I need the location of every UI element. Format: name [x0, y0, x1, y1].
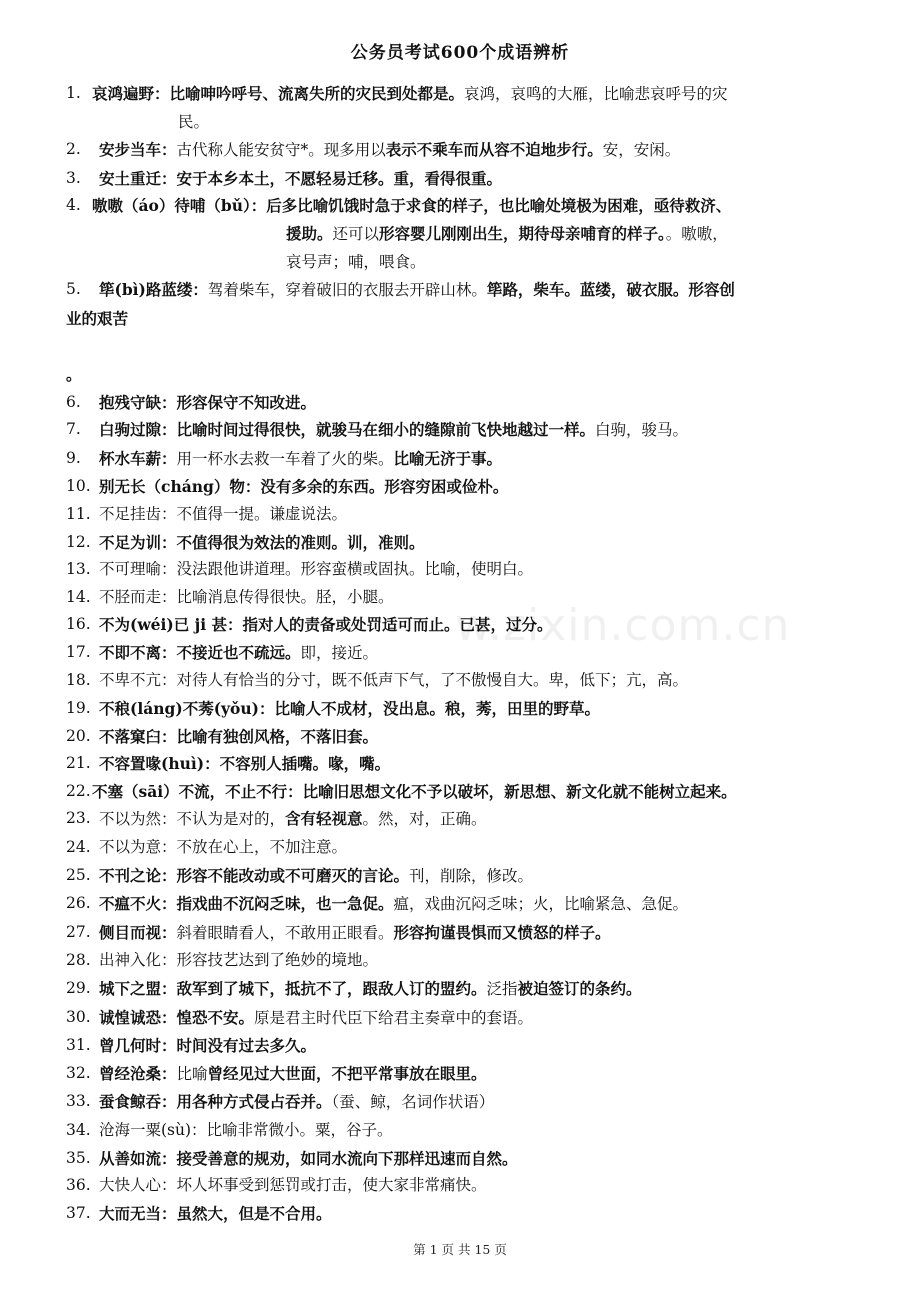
list-item: 37. 大而无当：虽然大，但是不合用。 [66, 1203, 332, 1223]
item-term: 嗷嗷（áo）待哺（bǔ）：后多比喻饥饿时急于求食的样子，也比喻处境极为困难，亟待救济、 [92, 196, 732, 216]
list-item: 33. 蚕食鲸吞：用各种方式侵占吞并。（蚕、鲸，名词作状语） [66, 1092, 495, 1112]
item-continuation: 哀号声；哺，喂食。 [286, 252, 426, 271]
item-term: 筚(bì)路蓝缕： [99, 280, 208, 300]
list-item: 34. 沧海一粟(sù)：比喻非常微小。粟，谷子。 [66, 1120, 393, 1139]
list-item: 11. 不足挂齿：不值得一提。谦虚说法。 [66, 504, 348, 523]
item-meaning: 筚路，柴车。蓝缕，破衣服。形容创 [486, 280, 735, 300]
list-item: 32. 曾经沧桑：比喻曾经见过大世面，不把平常事放在眼里。 [66, 1063, 487, 1083]
list-item: 31. 曾几何时：时间没有过去多久。 [66, 1036, 317, 1056]
item-term: 哀鸿遍野：比喻呻吟呼号、流离失所的灾民到处都是。 [92, 84, 465, 103]
item-continuation: 民。 [178, 112, 210, 131]
list-item: 7. 白驹过隙：比喻时间过得很快，就骏马在细小的缝隙前飞快地越过一样。白驹，骏马。 [66, 420, 689, 440]
item-note: 古代称人能安贫守*。现多用以 [176, 141, 386, 160]
item-meaning: 表示不乘车而从容不迫地步行。 [385, 140, 603, 160]
list-item: 9. 杯水车薪：用一杯水去救一车着了火的柴。比喻无济于事。 [66, 448, 503, 468]
item-note: 安，安闲。 [602, 141, 681, 160]
item-term: 安土重迁：安于本乡本土，不愿轻易迁移。重，看得很重。 [99, 168, 503, 188]
list-item: 30. 诚惶诚恐：惶恐不安。原是君主时代臣下给君主奏章中的套语。 [66, 1007, 534, 1027]
list-item: 19. 不稂(láng)不莠(yǒu)：比喻人不成材，没出息。稂，莠，田里的野草。 [66, 699, 600, 719]
list-item: 29. 城下之盟：敌军到了城下，抵抗不了，跟敌人订的盟约。泛指被迫签订的条约。 [66, 979, 642, 998]
list-item [66, 80, 860, 136]
list-item: 35. 从善如流：接受善意的规劝，如同水流向下那样迅速而自然。 [66, 1148, 518, 1168]
list-item: 24. 不以为意：不放在心上，不加注意。 [66, 838, 348, 857]
list-item: 5. 筚(bì)路蓝缕：驾着柴车，穿着破旧的衣服去开辟山林。筚路，柴车。蓝缕，破衣服。形容创 业的艰苦 。 [66, 276, 860, 388]
list-item: 26. 不瘟不火：指戏曲不沉闷乏味，也一急促。瘟，戏曲沉闷乏味；火，比喻紧急、急促。 [66, 894, 689, 914]
list-item: 23. 不以为然：不认为是对的，含有轻视意。然，对，正确。 [66, 809, 487, 829]
list-item: 25. 不刊之论：形容不能改动或不可磨灭的言论。刊，削除，修改。 [66, 865, 534, 885]
list-item: 17. 不即不离：不接近也不疏远。即，接近。 [66, 642, 379, 662]
watermark: w.zixin.com.cn [455, 600, 791, 651]
page-title: 公务员考试600个成语辨析 [350, 43, 570, 63]
item-note: 哀鸿，哀鸣的大雁，比喻悲哀呼号的灾 [464, 85, 728, 103]
list-item: 36. 大快人心：坏人坏事受到惩罚或打击，使大家非常痛快。 [66, 1176, 487, 1195]
list-item: 2. 安步当车：古代称人能安贫守*。现多用以表示不乘车而从容不迫地步行。安，安闲。 [66, 140, 681, 160]
item-term: 安步当车： [99, 140, 177, 160]
item-number: 1. [66, 84, 81, 102]
list-item: 14. 不胫而走：比喻消息传得很快。胫，小腿。 [66, 587, 394, 606]
list-item: 12. 不足为训：不值得很为效法的准则。训，准则。 [66, 532, 425, 552]
page-footer: 第 1 页 共 15 页 [413, 1242, 507, 1257]
list-item: 18. 不卑不亢：对待人有恰当的分寸，既不低声下气，了不傲慢自大。卑，低下；亢，高。 [66, 671, 689, 690]
stray-period: 。 [66, 364, 82, 384]
list-item: 3. 安土重迁：安于本乡本土，不愿轻易迁移。重，看得很重。 [66, 165, 860, 193]
list-item: 10. 别无长（cháng）物：没有多余的东西。形容穷困或俭朴。 [66, 477, 509, 497]
list-item: 16. 不为(wéi)已 ji 甚：指对人的责备或处罚适可而止。已甚，过分。 [66, 615, 553, 635]
list-item: 6. 抱残守缺：形容保守不知改进。 [66, 392, 317, 412]
idiom-list [66, 80, 860, 1227]
list-item: 21. 不容置喙(huì)：不容别人插嘴。喙，嘴。 [66, 754, 391, 774]
list-item: 22. 不塞（sāi）不流，不止不行：比喻旧思想文化不予以破坏，新思想、新文化就不能树立起来。 [66, 781, 737, 801]
item-continuation: 业的艰苦 [66, 308, 129, 328]
list-item: 4. 嗷嗷（áo）待哺（bǔ）：后多比喻饥饿时急于求食的样子，也比喻处境极为困难，亟待救济、 援助。还可以形容婴儿刚刚出生，期待母亲哺育的样子。。嗷嗷， 哀号声；哺，喂食。 [66, 192, 860, 276]
list-item: 28. 出神入化：形容技艺达到了绝妙的境地。 [66, 951, 379, 970]
list-item: 13. 不可理喻：没法跟他讲道理。形容蛮横或固执。比喻，使明白。 [66, 560, 534, 579]
list-item: 27. 侧目而视：斜着眼睛看人，不敢用正眼看。形容拘谨畏惧而又愤怒的样子。 [66, 922, 611, 942]
item-note: 驾着柴车，穿着破旧的衣服去开辟山林。 [207, 281, 487, 300]
list-item: 20. 不落窠臼：比喻有独创风格，不落旧套。 [66, 726, 379, 746]
item-continuation: 援助。还可以形容婴儿刚刚出生，期待母亲哺育的样子。。嗷嗷， [286, 223, 728, 243]
